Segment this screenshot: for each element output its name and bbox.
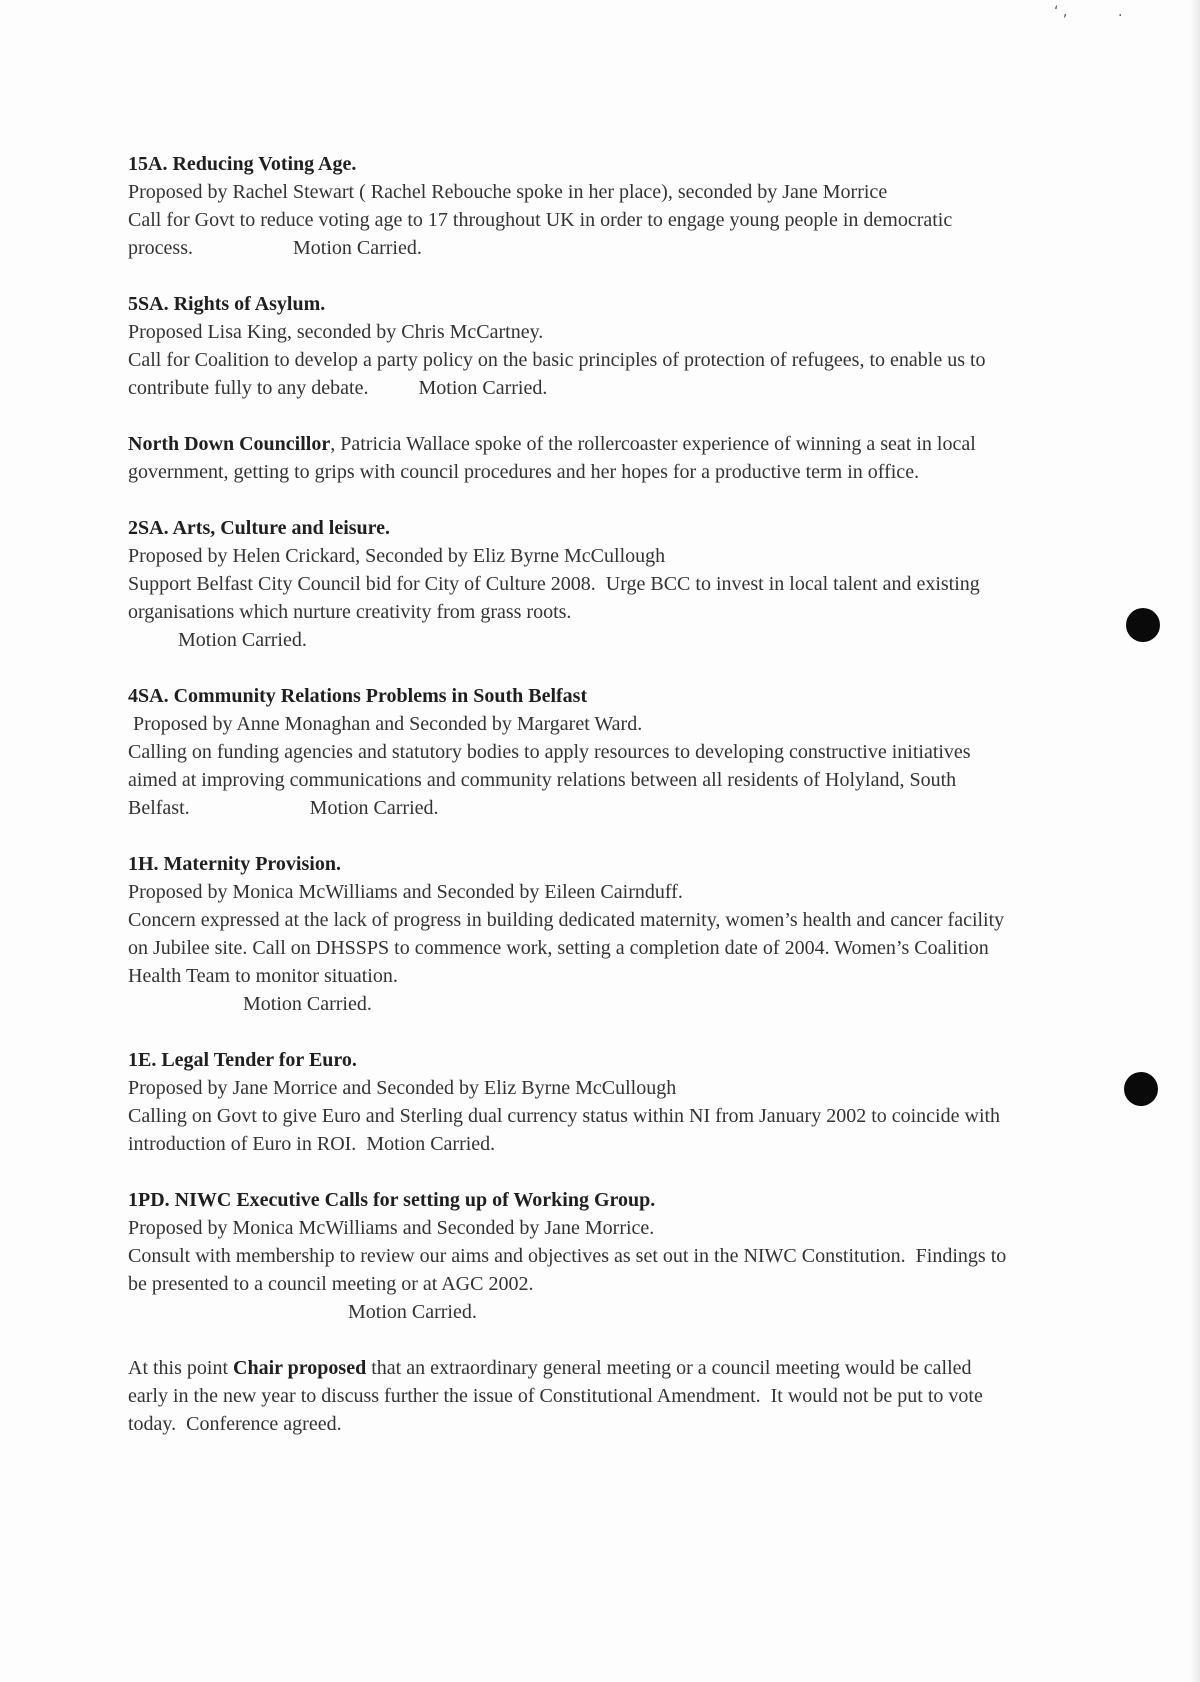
motion-1h — [128, 850, 1008, 1018]
motion-result: Motion Carried. — [309, 797, 439, 819]
scan-edge — [1190, 0, 1200, 1682]
motion-result: Motion Carried. — [348, 1301, 477, 1323]
councillor-note — [128, 430, 1008, 486]
motion-1pd — [128, 1186, 1012, 1326]
motion-proposer: Proposed by Jane Morrice and Seconded by Eliz Byrne McCullough — [128, 1077, 677, 1099]
motion-result: Motion Carried. — [243, 993, 372, 1015]
motion-result: Motion Carried. — [178, 629, 307, 651]
motion-description: Calling on Govt to give Euro and Sterling dual currency status within NI from January 2002 to coincide with introduction of Euro in ROI. Motion Carried. — [128, 1105, 1006, 1155]
motion-title: 5SA. Rights of Asylum. — [128, 293, 326, 315]
motion-proposer: Proposed by Helen Crickard, Seconded by Eliz Byrne McCullough — [128, 545, 666, 567]
punch-hole-lower — [1124, 1072, 1158, 1106]
motion-proposer: Proposed Lisa King, seconded by Chris McCartney. — [128, 321, 544, 343]
motion-result: Motion Carried. — [418, 377, 548, 399]
motion-title: 1PD. NIWC Executive Calls for setting up of Working Group. — [128, 1189, 656, 1211]
motion-description: Call for Coalition to develop a party policy on the basic principles of protection of refugees, to enable us to contribute fully to any debate. Motion Carried. — [128, 349, 991, 399]
corner-mark-right: . — [1118, 4, 1123, 20]
motion-result: Motion Carried. — [366, 1133, 496, 1155]
motion-description: Calling on funding agencies and statutory bodies to apply resources to developing constructive initiatives aimed at improving communications and community relations between all residents of Holyland, South Belfast. Motion Carried. — [128, 741, 976, 819]
motion-title: 15A. Reducing Voting Age. — [128, 153, 357, 175]
motion-title: 1E. Legal Tender for Euro. — [128, 1049, 357, 1071]
motion-result: Motion Carried. — [292, 237, 422, 259]
motion-proposer: Proposed by Monica McWilliams and Seconded by Eileen Cairnduff. — [128, 881, 683, 903]
motion-5sa — [128, 290, 1008, 402]
motion-proposer: Proposed by Anne Monaghan and Seconded by Margaret Ward. — [128, 713, 643, 735]
motion-description: Support Belfast City Council bid for City of Culture 2008. Urge BCC to invest in local talent and existing organisations which nurture creativity from grass roots. — [128, 573, 985, 623]
punch-hole-upper — [1126, 608, 1160, 642]
motion-proposer: Proposed by Rachel Stewart ( Rachel Rebouche spoke in her place), seconded by Jane Morrice — [128, 181, 888, 203]
closing-note-lead: Chair proposed — [233, 1357, 367, 1379]
motion-title: 4SA. Community Relations Problems in South Belfast — [128, 685, 588, 707]
motion-15a — [128, 150, 1008, 262]
motion-4sa — [128, 682, 1008, 822]
motion-title: 1H. Maternity Provision. — [128, 853, 341, 875]
motion-1e — [128, 1046, 1008, 1158]
closing-note-text: that an extraordinary general meeting or a council meeting would be called early in the new year to discuss further the issue of Constitutional Amendment. It would not be put to vote today. Conference agreed. — [128, 1357, 988, 1435]
councillor-note-lead: North Down Councillor — [128, 433, 331, 455]
corner-mark-left: ‘ , — [1054, 4, 1068, 20]
closing-note — [128, 1354, 1008, 1438]
motion-title: 2SA. Arts, Culture and leisure. — [128, 517, 391, 539]
minutes-body — [128, 150, 1012, 1466]
closing-note-pre: At this point — [128, 1357, 234, 1379]
motion-proposer: Proposed by Monica McWilliams and Seconded by Jane Morrice. — [128, 1217, 655, 1239]
motion-description: Concern expressed at the lack of progress in building dedicated maternity, women’s health and cancer facility on Jubilee site. Call on DHSSPS to commence work, setting a completion date of 2004. Women’s Coalition Health Team to monitor situation. — [128, 909, 1010, 987]
motion-description: Consult with membership to review our aims and objectives as set out in the NIWC Constitution. Findings to be presented to a council meeting or at AGC 2002. — [128, 1245, 1012, 1295]
motion-description: Call for Govt to reduce voting age to 17 throughout UK in order to engage young people in democratic process. Motion Carried. — [128, 209, 958, 259]
motion-2sa — [128, 514, 1008, 654]
councillor-note-text: , Patricia Wallace spoke of the rollercoaster experience of winning a seat in local government, getting to grips with council procedures and her hopes for a productive term in office. — [128, 433, 981, 483]
